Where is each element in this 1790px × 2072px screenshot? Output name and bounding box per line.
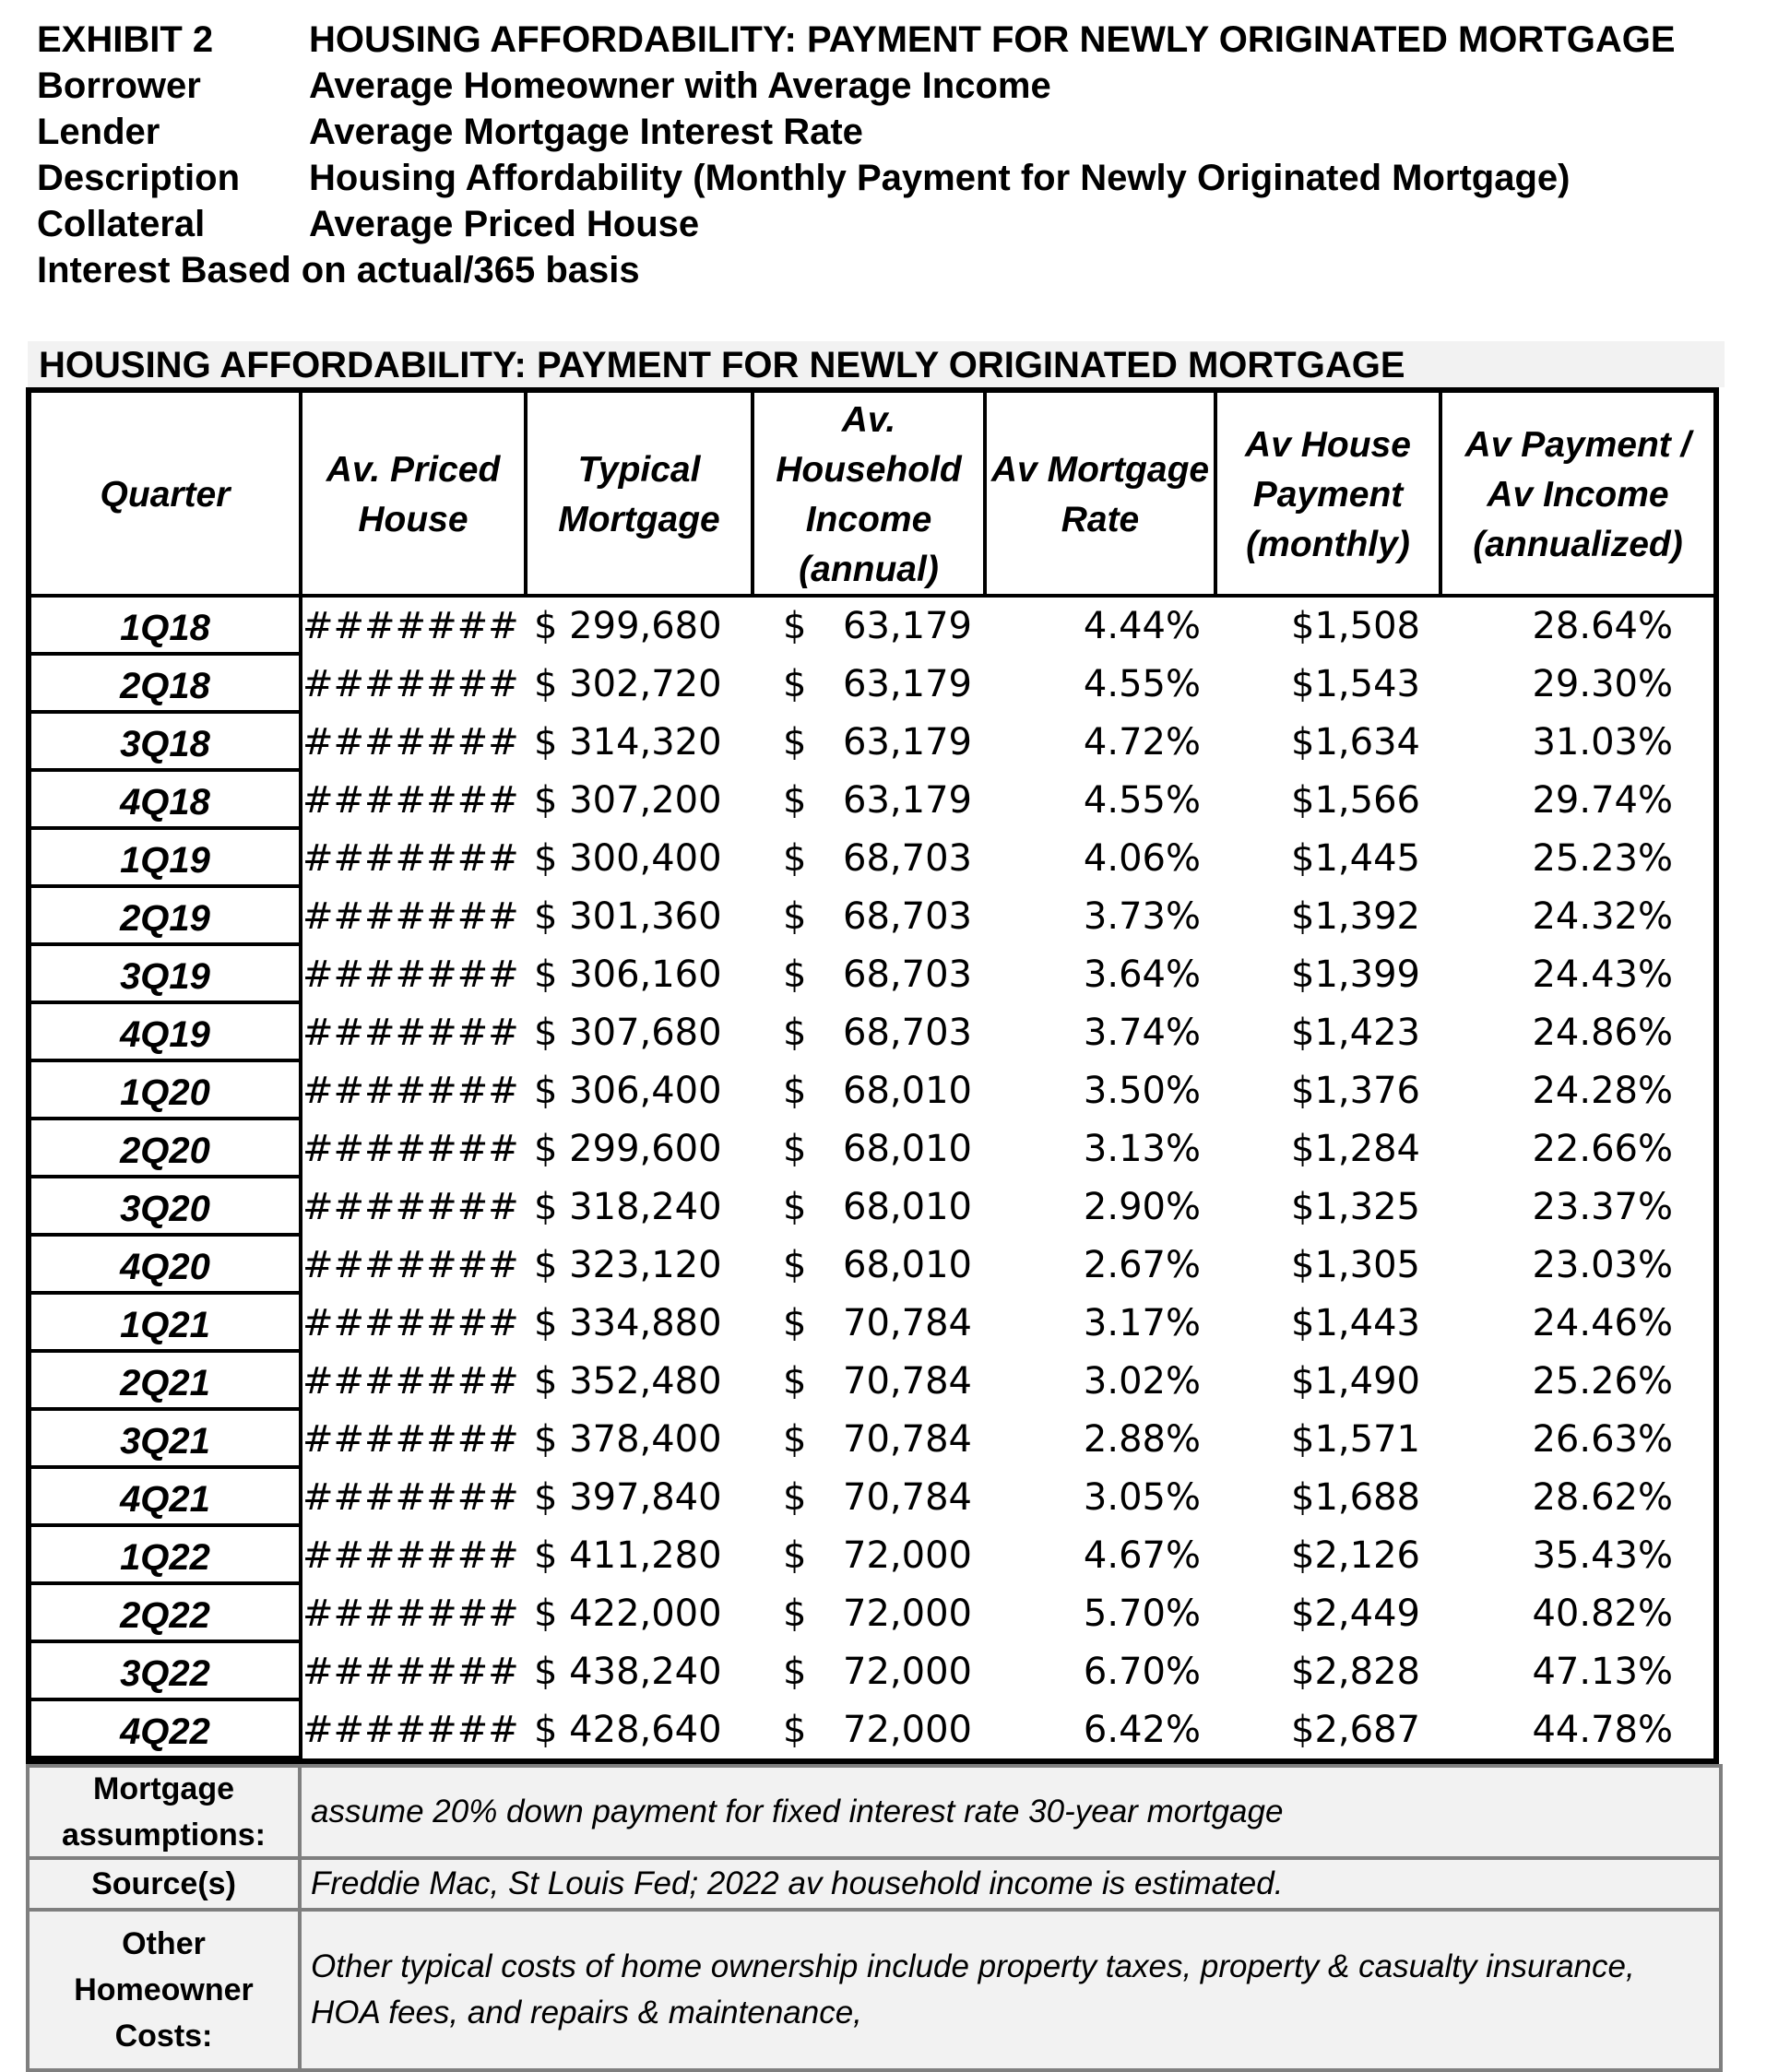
cell-ratio: 23.03% <box>1532 1244 1673 1286</box>
cell-ratio: 29.30% <box>1532 663 1673 705</box>
cell-house: ####### <box>302 663 519 705</box>
cell-rate: 6.70% <box>1083 1651 1201 1693</box>
cell-income: 68,010 <box>843 1070 972 1112</box>
cell-mortgage: $ 352,480 <box>534 1360 722 1403</box>
affordability-table <box>26 387 1719 1764</box>
cell-payment: $1,392 <box>1291 895 1420 938</box>
note-label: Mortgage assumptions: <box>30 1768 302 1856</box>
quarter-cell: 1Q18 <box>31 598 299 656</box>
header-label: Borrower <box>37 65 201 106</box>
cell-rate: 4.55% <box>1083 779 1201 822</box>
cell-ratio: 47.13% <box>1532 1651 1673 1693</box>
header-value: HOUSING AFFORDABILITY: PAYMENT FOR NEWLY ORIGINATED MORTGAGE <box>309 19 1676 60</box>
quarter-cell: 3Q19 <box>31 946 299 1004</box>
cell-income-symbol: $ <box>783 953 807 996</box>
cell-ratio: 24.86% <box>1532 1012 1673 1054</box>
cell-income-symbol: $ <box>783 1592 807 1635</box>
header-row-lender <box>37 109 1676 155</box>
quarter-cell: 4Q19 <box>31 1004 299 1062</box>
cell-income-symbol: $ <box>783 1012 807 1054</box>
quarter-cell: 2Q20 <box>31 1120 299 1178</box>
cell-income-symbol: $ <box>783 721 807 764</box>
note-label: Source(s) <box>30 1860 302 1908</box>
cell-rate: 2.67% <box>1083 1244 1201 1286</box>
header-label: Lender <box>37 112 160 152</box>
column-divider <box>524 393 528 598</box>
cell-house: ####### <box>302 1651 519 1693</box>
cell-income-symbol: $ <box>783 837 807 880</box>
cell-house: ####### <box>302 895 519 938</box>
cell-income: 63,179 <box>843 663 972 705</box>
cell-rate: 2.90% <box>1083 1186 1201 1228</box>
header-value: Housing Affordability (Monthly Payment for Newly Originated Mortgage) <box>309 158 1571 198</box>
cell-income-symbol: $ <box>783 1476 807 1519</box>
cell-house: ####### <box>302 1534 519 1577</box>
cell-income: 68,703 <box>843 895 972 938</box>
note-row-assumptions <box>30 1764 1719 1856</box>
header-label: EXHIBIT 2 <box>37 19 214 60</box>
cell-income: 68,703 <box>843 953 972 996</box>
cell-house: ####### <box>302 605 519 647</box>
cell-mortgage: $ 422,000 <box>534 1592 722 1635</box>
cell-income-symbol: $ <box>783 1360 807 1403</box>
cell-house: ####### <box>302 1186 519 1228</box>
cell-mortgage: $ 306,400 <box>534 1070 722 1112</box>
cell-payment: $1,490 <box>1291 1360 1420 1403</box>
cell-ratio: 24.32% <box>1532 895 1673 938</box>
quarter-cell: 1Q20 <box>31 1062 299 1120</box>
header-row-borrower <box>37 63 1676 109</box>
cell-mortgage: $ 299,680 <box>534 605 722 647</box>
column-header-mortgage: Typical Mortgage <box>558 450 720 539</box>
table-title: HOUSING AFFORDABILITY: PAYMENT FOR NEWLY ORIGINATED MORTGAGE <box>28 341 1725 387</box>
header-value: Average Priced House <box>309 204 700 244</box>
quarter-cell: 2Q21 <box>31 1353 299 1411</box>
cell-mortgage: $ 306,160 <box>534 953 722 996</box>
cell-mortgage: $ 299,600 <box>534 1128 722 1170</box>
cell-payment: $1,284 <box>1291 1128 1420 1170</box>
cell-income-symbol: $ <box>783 1302 807 1344</box>
cell-ratio: 29.74% <box>1532 779 1673 822</box>
notes-section <box>26 1764 1723 2072</box>
cell-income: 63,179 <box>843 721 972 764</box>
cell-mortgage: $ 300,400 <box>534 837 722 880</box>
cell-mortgage: $ 334,880 <box>534 1302 722 1344</box>
cell-house: ####### <box>302 1302 519 1344</box>
cell-ratio: 25.26% <box>1532 1360 1673 1403</box>
cell-income: 72,000 <box>843 1709 972 1751</box>
cell-ratio: 35.43% <box>1532 1534 1673 1577</box>
cell-payment: $2,449 <box>1291 1592 1420 1635</box>
quarter-cell: 4Q18 <box>31 772 299 830</box>
cell-income: 70,784 <box>843 1302 972 1344</box>
cell-ratio: 40.82% <box>1532 1592 1673 1635</box>
cell-ratio: 28.64% <box>1532 605 1673 647</box>
column-divider <box>1214 393 1217 598</box>
exhibit-header <box>37 17 1676 293</box>
cell-rate: 3.64% <box>1083 953 1201 996</box>
column-header-income: Av. Household Income (annual) <box>776 400 962 589</box>
cell-income-symbol: $ <box>783 1709 807 1751</box>
cell-payment: $1,325 <box>1291 1186 1420 1228</box>
cell-income: 63,179 <box>843 779 972 822</box>
cell-house: ####### <box>302 1418 519 1461</box>
quarter-cell: 1Q19 <box>31 830 299 888</box>
cell-income-symbol: $ <box>783 605 807 647</box>
cell-income: 70,784 <box>843 1360 972 1403</box>
cell-income: 63,179 <box>843 605 972 647</box>
cell-ratio: 31.03% <box>1532 721 1673 764</box>
cell-mortgage: $ 411,280 <box>534 1534 722 1577</box>
cell-rate: 3.05% <box>1083 1476 1201 1519</box>
cell-income-symbol: $ <box>783 1534 807 1577</box>
cell-rate: 3.50% <box>1083 1070 1201 1112</box>
cell-income: 68,010 <box>843 1244 972 1286</box>
cell-income: 68,703 <box>843 1012 972 1054</box>
cell-house: ####### <box>302 1709 519 1751</box>
cell-income: 70,784 <box>843 1476 972 1519</box>
note-label: Other Homeowner Costs: <box>30 1912 302 2068</box>
column-divider <box>751 393 754 598</box>
cell-ratio: 24.43% <box>1532 953 1673 996</box>
cell-mortgage: $ 323,120 <box>534 1244 722 1286</box>
cell-ratio: 25.23% <box>1532 837 1673 880</box>
cell-payment: $2,828 <box>1291 1651 1420 1693</box>
cell-income-symbol: $ <box>783 663 807 705</box>
cell-income-symbol: $ <box>783 779 807 822</box>
quarter-cell: 1Q22 <box>31 1527 299 1585</box>
cell-payment: $2,687 <box>1291 1709 1420 1751</box>
basis-text: Interest Based on actual/365 basis <box>37 250 640 290</box>
cell-ratio: 22.66% <box>1532 1128 1673 1170</box>
cell-ratio: 24.46% <box>1532 1302 1673 1344</box>
header-row-exhibit <box>37 17 1676 63</box>
cell-rate: 4.72% <box>1083 721 1201 764</box>
cell-rate: 3.73% <box>1083 895 1201 938</box>
cell-income: 72,000 <box>843 1534 972 1577</box>
cell-rate: 3.02% <box>1083 1360 1201 1403</box>
cell-payment: $1,445 <box>1291 837 1420 880</box>
cell-payment: $1,305 <box>1291 1244 1420 1286</box>
cell-mortgage: $ 428,640 <box>534 1709 722 1751</box>
header-row-collateral <box>37 201 1676 247</box>
quarter-cell: 4Q22 <box>31 1701 299 1759</box>
cell-house: ####### <box>302 1012 519 1054</box>
quarter-cell: 4Q20 <box>31 1237 299 1295</box>
header-row-description <box>37 155 1676 201</box>
quarter-cell: 1Q21 <box>31 1295 299 1353</box>
cell-ratio: 28.62% <box>1532 1476 1673 1519</box>
header-label: Collateral <box>37 204 206 244</box>
cell-house: ####### <box>302 1244 519 1286</box>
column-header-payment: Av House Payment (monthly) <box>1245 425 1411 564</box>
cell-payment: $1,508 <box>1291 605 1420 647</box>
cell-house: ####### <box>302 1070 519 1112</box>
cell-rate: 3.13% <box>1083 1128 1201 1170</box>
cell-mortgage: $ 307,200 <box>534 779 722 822</box>
cell-payment: $2,126 <box>1291 1534 1420 1577</box>
cell-mortgage: $ 314,320 <box>534 721 722 764</box>
column-header-quarter: Quarter <box>100 475 231 515</box>
cell-income: 68,703 <box>843 837 972 880</box>
header-value: Average Homeowner with Average Income <box>309 65 1051 106</box>
cell-rate: 4.67% <box>1083 1534 1201 1577</box>
cell-rate: 4.44% <box>1083 605 1201 647</box>
column-divider <box>1439 393 1442 598</box>
cell-rate: 4.55% <box>1083 663 1201 705</box>
cell-house: ####### <box>302 779 519 822</box>
column-header-rate: Av Mortgage Rate <box>990 450 1210 539</box>
cell-rate: 3.74% <box>1083 1012 1201 1054</box>
header-value: Average Mortgage Interest Rate <box>309 112 863 152</box>
cell-mortgage: $ 318,240 <box>534 1186 722 1228</box>
cell-payment: $1,571 <box>1291 1418 1420 1461</box>
cell-house: ####### <box>302 1360 519 1403</box>
quarter-cell: 3Q21 <box>31 1411 299 1469</box>
cell-mortgage: $ 438,240 <box>534 1651 722 1693</box>
cell-mortgage: $ 302,720 <box>534 663 722 705</box>
quarter-cell: 2Q19 <box>31 888 299 946</box>
note-text: Freddie Mac, St Louis Fed; 2022 av household income is estimated. <box>311 1865 1284 1901</box>
cell-ratio: 23.37% <box>1532 1186 1673 1228</box>
cell-income-symbol: $ <box>783 895 807 938</box>
cell-rate: 6.42% <box>1083 1709 1201 1751</box>
cell-mortgage: $ 301,360 <box>534 895 722 938</box>
quarter-cell: 3Q20 <box>31 1178 299 1237</box>
cell-mortgage: $ 378,400 <box>534 1418 722 1461</box>
cell-income-symbol: $ <box>783 1070 807 1112</box>
cell-payment: $1,634 <box>1291 721 1420 764</box>
quarter-cell: 2Q18 <box>31 656 299 714</box>
cell-rate: 3.17% <box>1083 1302 1201 1344</box>
cell-payment: $1,423 <box>1291 1012 1420 1054</box>
column-header-ratio: Av Payment / Av Income (annualized) <box>1464 425 1691 564</box>
cell-payment: $1,543 <box>1291 663 1420 705</box>
cell-rate: 5.70% <box>1083 1592 1201 1635</box>
cell-income-symbol: $ <box>783 1186 807 1228</box>
quarter-cell: 2Q22 <box>31 1585 299 1643</box>
note-text: assume 20% down payment for fixed interest rate 30-year mortgage <box>311 1794 1284 1829</box>
cell-ratio: 24.28% <box>1532 1070 1673 1112</box>
cell-payment: $1,399 <box>1291 953 1420 996</box>
cell-payment: $1,688 <box>1291 1476 1420 1519</box>
cell-income-symbol: $ <box>783 1651 807 1693</box>
cell-income-symbol: $ <box>783 1244 807 1286</box>
header-basis-line <box>37 247 1676 293</box>
cell-house: ####### <box>302 1128 519 1170</box>
cell-house: ####### <box>302 1476 519 1519</box>
cell-income-symbol: $ <box>783 1418 807 1461</box>
note-row-other-costs <box>30 1908 1719 2068</box>
quarter-cell: 3Q22 <box>31 1643 299 1701</box>
column-header-house: Av. Priced House <box>326 450 501 539</box>
cell-ratio: 26.63% <box>1532 1418 1673 1461</box>
column-divider <box>983 393 987 598</box>
quarter-cell: 4Q21 <box>31 1469 299 1527</box>
cell-income: 68,010 <box>843 1186 972 1228</box>
cell-mortgage: $ 307,680 <box>534 1012 722 1054</box>
cell-payment: $1,566 <box>1291 779 1420 822</box>
cell-house: ####### <box>302 837 519 880</box>
cell-payment: $1,376 <box>1291 1070 1420 1112</box>
note-text: Other typical costs of home ownership include property taxes, property & casualty insurance, HOA fees, and repairs & maintenance, <box>311 1948 1635 2031</box>
cell-house: ####### <box>302 1592 519 1635</box>
cell-income: 70,784 <box>843 1418 972 1461</box>
cell-income: 72,000 <box>843 1592 972 1635</box>
cell-ratio: 44.78% <box>1532 1709 1673 1751</box>
header-label: Description <box>37 158 241 198</box>
cell-house: ####### <box>302 721 519 764</box>
cell-income-symbol: $ <box>783 1128 807 1170</box>
cell-mortgage: $ 397,840 <box>534 1476 722 1519</box>
cell-payment: $1,443 <box>1291 1302 1420 1344</box>
cell-income: 68,010 <box>843 1128 972 1170</box>
quarter-cell: 3Q18 <box>31 714 299 772</box>
cell-rate: 4.06% <box>1083 837 1201 880</box>
cell-house: ####### <box>302 953 519 996</box>
cell-rate: 2.88% <box>1083 1418 1201 1461</box>
note-row-sources <box>30 1856 1719 1908</box>
cell-income: 72,000 <box>843 1651 972 1693</box>
